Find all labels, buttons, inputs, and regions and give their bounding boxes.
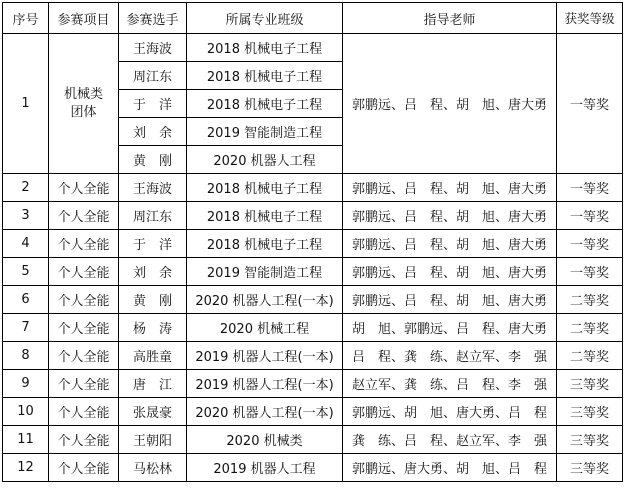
- row-event: 个人全能: [49, 286, 119, 314]
- row-name: 张晟豪: [119, 398, 187, 426]
- row-award: 三等奖: [557, 370, 623, 398]
- header-major: 所属专业班级: [187, 3, 343, 34]
- row-teachers: 郭鹏远、吕 程、胡 旭、唐大勇: [343, 202, 557, 230]
- row-name: 周江东: [119, 202, 187, 230]
- team-row: [3, 34, 623, 62]
- row-no: 3: [3, 202, 49, 230]
- table-body: [3, 34, 623, 482]
- row-major: 2019 机器人工程(一本): [187, 342, 343, 370]
- header-teachers: 指导老师: [343, 3, 557, 34]
- row-no: 11: [3, 426, 49, 454]
- row-no: 5: [3, 258, 49, 286]
- team-event-line2: 团体: [70, 104, 97, 120]
- header-award: 获奖等级: [557, 3, 623, 34]
- row-name: 高胜童: [119, 342, 187, 370]
- row-no: 4: [3, 230, 49, 258]
- row-event: 个人全能: [49, 426, 119, 454]
- row-major: 2018 机械电子工程: [187, 202, 343, 230]
- row-event: 个人全能: [49, 314, 119, 342]
- row-award: 一等奖: [557, 230, 623, 258]
- table-row: [3, 230, 623, 258]
- team-no: 1: [3, 34, 49, 174]
- row-teachers: 胡 旭、郭鹏远、吕 程、唐大勇: [343, 314, 557, 342]
- team-member-name: 刘 余: [119, 118, 187, 146]
- row-name: 马松林: [119, 454, 187, 482]
- row-teachers: 吕 程、龚 练、赵立军、李 强: [343, 342, 557, 370]
- header-event: 参赛项目: [49, 3, 119, 34]
- row-event: 个人全能: [49, 398, 119, 426]
- table-row: [3, 174, 623, 202]
- row-event: 个人全能: [49, 454, 119, 482]
- row-award: 三等奖: [557, 454, 623, 482]
- row-award: 一等奖: [557, 174, 623, 202]
- team-member-major: 2020 机器人工程: [187, 146, 343, 174]
- row-event: 个人全能: [49, 342, 119, 370]
- row-teachers: 郭鹏远、吕 程、胡 旭、唐大勇: [343, 258, 557, 286]
- row-teachers: 郭鹏远、胡 旭、唐大勇、吕 程: [343, 398, 557, 426]
- table-row: [3, 202, 623, 230]
- row-teachers: 郭鹏远、吕 程、胡 旭、唐大勇: [343, 286, 557, 314]
- team-member-major: 2018 机械电子工程: [187, 62, 343, 90]
- table-row: [3, 426, 623, 454]
- row-teachers: 郭鹏远、吕 程、胡 旭、唐大勇: [343, 230, 557, 258]
- row-no: 7: [3, 314, 49, 342]
- team-member-major: 2019 智能制造工程: [187, 118, 343, 146]
- row-major: 2019 智能制造工程: [187, 258, 343, 286]
- team-member-name: 于 洋: [119, 90, 187, 118]
- row-award: 三等奖: [557, 398, 623, 426]
- team-award: 一等奖: [557, 34, 623, 174]
- row-event: 个人全能: [49, 230, 119, 258]
- table-row: [3, 370, 623, 398]
- row-teachers: 赵立军、龚 练、吕 程、李 强: [343, 370, 557, 398]
- row-no: 2: [3, 174, 49, 202]
- row-teachers: 郭鹏远、唐大勇、胡 旭、吕 程: [343, 454, 557, 482]
- row-award: 二等奖: [557, 286, 623, 314]
- row-award: 一等奖: [557, 258, 623, 286]
- row-name: 黄 刚: [119, 286, 187, 314]
- row-name: 王朝阳: [119, 426, 187, 454]
- header-row: [3, 3, 623, 34]
- row-event: 个人全能: [49, 202, 119, 230]
- team-member-name: 王海波: [119, 34, 187, 62]
- table-row: [3, 454, 623, 482]
- row-name: 唐 江: [119, 370, 187, 398]
- row-award: 一等奖: [557, 202, 623, 230]
- team-event-line1: 机械类: [63, 86, 103, 102]
- row-no: 10: [3, 398, 49, 426]
- team-teachers: 郭鹏远、吕 程、胡 旭、唐大勇: [343, 34, 557, 174]
- table-row: [3, 258, 623, 286]
- row-major: 2020 机器人工程(一本): [187, 286, 343, 314]
- row-name: 杨 涛: [119, 314, 187, 342]
- row-event: 个人全能: [49, 174, 119, 202]
- header-contestant: 参赛选手: [119, 3, 187, 34]
- row-teachers: 龚 练、吕 程、赵立军、李 强: [343, 426, 557, 454]
- row-no: 8: [3, 342, 49, 370]
- row-no: 12: [3, 454, 49, 482]
- row-teachers: 郭鹏远、吕 程、胡 旭、唐大勇: [343, 174, 557, 202]
- row-no: 6: [3, 286, 49, 314]
- team-member-major: 2018 机械电子工程: [187, 34, 343, 62]
- row-major: 2019 机器人工程: [187, 454, 343, 482]
- row-award: 二等奖: [557, 314, 623, 342]
- row-major: 2018 机械电子工程: [187, 230, 343, 258]
- table-row: [3, 314, 623, 342]
- table-row: [3, 398, 623, 426]
- team-member-name: 周江东: [119, 62, 187, 90]
- row-major: 2020 机械类: [187, 426, 343, 454]
- row-event: 个人全能: [49, 258, 119, 286]
- row-event: 个人全能: [49, 370, 119, 398]
- row-major: 2020 机器人工程(一本): [187, 398, 343, 426]
- team-member-major: 2018 机械电子工程: [187, 90, 343, 118]
- team-event: [49, 34, 119, 174]
- awards-table: [2, 2, 623, 482]
- row-major: 2018 机械电子工程: [187, 174, 343, 202]
- row-award: 二等奖: [557, 342, 623, 370]
- row-major: 2020 机械工程: [187, 314, 343, 342]
- team-member-name: 黄 刚: [119, 146, 187, 174]
- header-no: 序号: [3, 3, 49, 34]
- row-award: 三等奖: [557, 426, 623, 454]
- table-row: [3, 342, 623, 370]
- row-name: 王海波: [119, 174, 187, 202]
- row-major: 2019 机器人工程(一本): [187, 370, 343, 398]
- row-name: 于 洋: [119, 230, 187, 258]
- row-no: 9: [3, 370, 49, 398]
- table-row: [3, 286, 623, 314]
- row-name: 刘 余: [119, 258, 187, 286]
